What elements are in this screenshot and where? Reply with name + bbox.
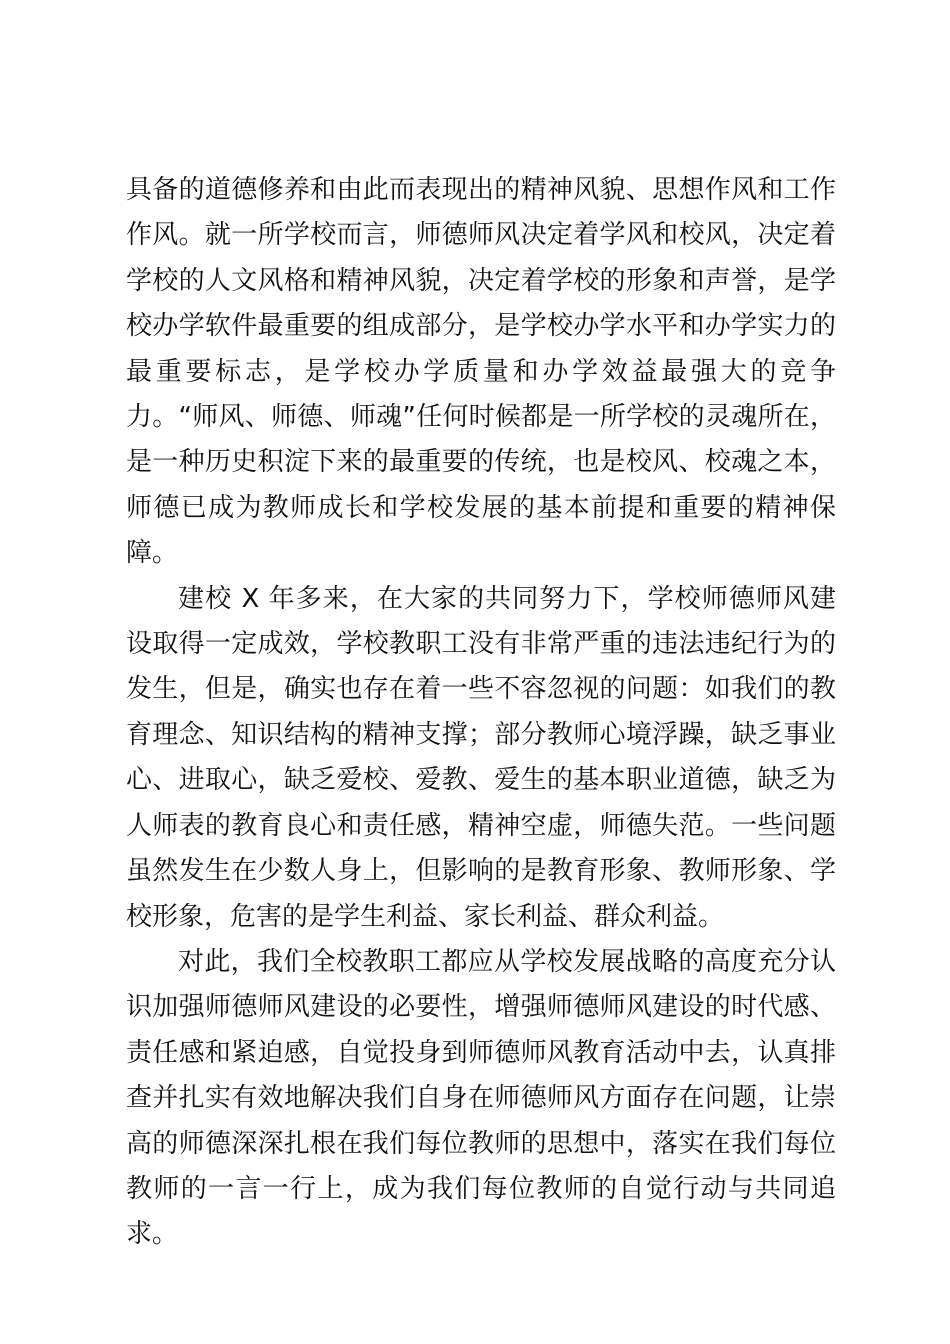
paragraph-3: 对此，我们全校教职工都应从学校发展战略的高度充分认识加强师德师风建设的必要性，增强师德师风建设的时代感、责任感和紧迫感，自觉投身到师德师风教育活动中去，认真排查并扎实有效地解决我们自身在师德师风方面存在问题，让崇高的师德深深扎根在我们每位教师的思想中，落实在我们每位教师的一言一行上，成为我们每位教师的自觉行动与共同追求。: [126, 946, 836, 1250]
document-body: [126, 168, 836, 1258]
paragraph-1: 具备的道德修养和由此而表现出的精神风貌、思想作风和工作作风。就一所学校而言，师德师风决定着学风和校风，决定着学校的人文风格和精神风貌，决定着学校的形象和声誉，是学校办学软件最重要的组成部分，是学校办学水平和办学实力的最重要标志，是学校办学质量和办学效益最强大的竞争力。“师风、师德、师魂”任何时候都是一所学校的灵魂所在，是一种历史积淀下来的最重要的传统，也是校风、校魂之本，师德已成为教师成长和学校发展的基本前提和重要的精神保障。: [126, 175, 836, 569]
paragraph-2: 建校 X 年多来，在大家的共同努力下，学校师德师风建设取得一定成效，学校教职工没有非常严重的违法违纪行为的发生，但是，确实也存在着一些不容忽视的问题：如我们的教育理念、知识结构的精神支撑；部分教师心境浮躁，缺乏事业心、进取心，缺乏爱校、爱教、爱生的基本职业道德，缺乏为人师表的教育良心和责任感，精神空虚，师德失范。一些问题虽然发生在少数人身上，但影响的是教育形象、教师形象、学校形象，危害的是学生利益、家长利益、群众利益。: [126, 583, 836, 932]
